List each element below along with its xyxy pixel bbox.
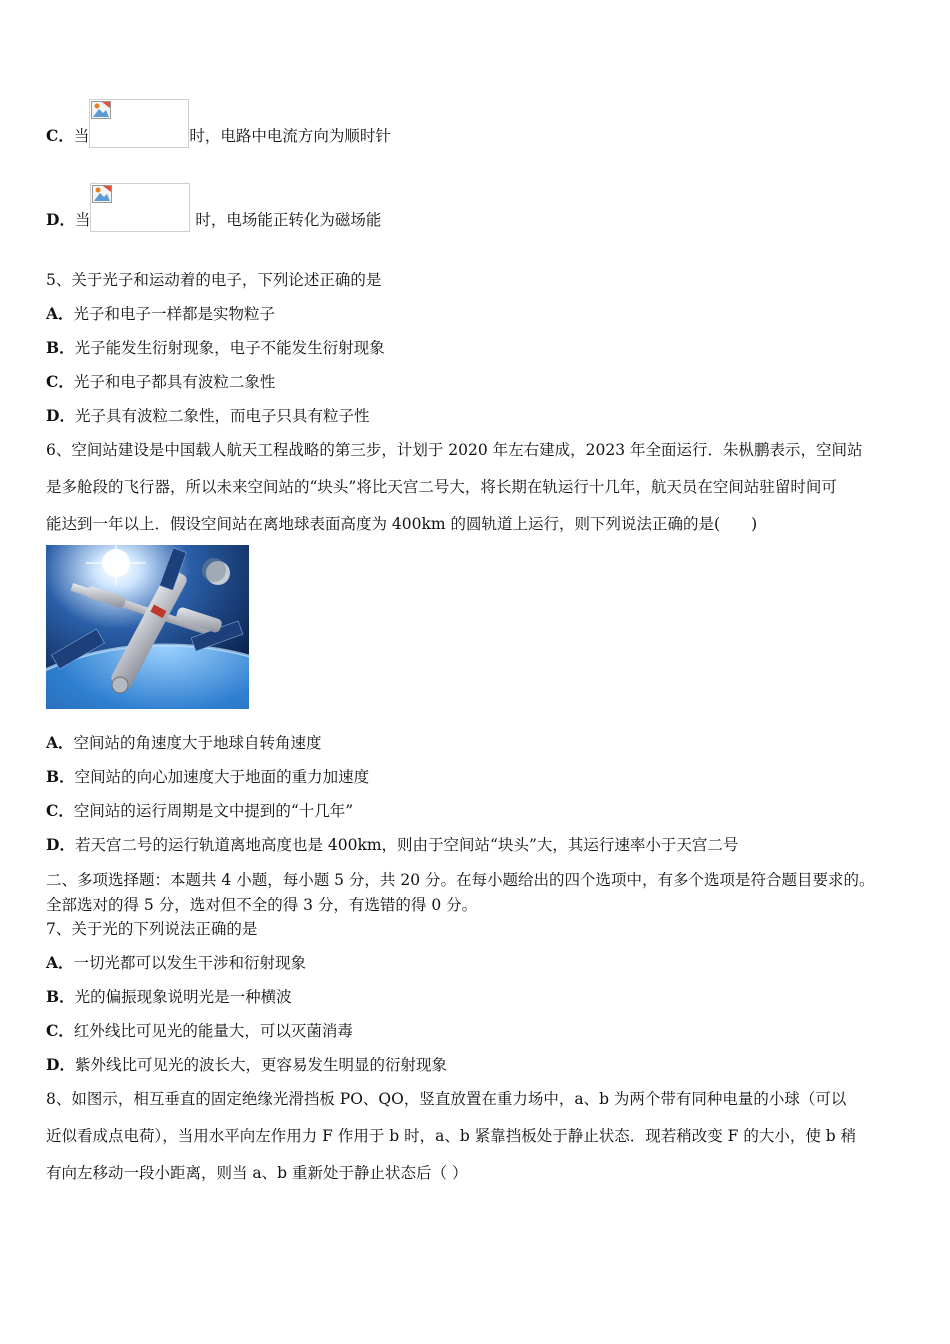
option-label: D． bbox=[46, 406, 75, 425]
q7-option-d bbox=[46, 1055, 447, 1075]
broken-image-icon bbox=[90, 183, 190, 232]
q7-option-b bbox=[46, 987, 292, 1007]
q8-stem-line-1: 8、如图示，相互垂直的固定绝缘光滑挡板 PO、QO，竖直放置在重力场中，a、b 为两个带有同种电量的小球（可以 bbox=[46, 1090, 847, 1108]
option-label: C． bbox=[46, 126, 74, 145]
q4-option-c bbox=[46, 126, 391, 148]
option-text: 若天宫二号的运行轨道离地高度也是 400km，则由于空间站“块头”大，其运行速率小于天宫二号 bbox=[74, 836, 739, 854]
option-label: C． bbox=[46, 372, 74, 391]
option-label: C． bbox=[46, 1021, 74, 1040]
option-text: 光子具有波粒二象性，而电子只具有粒子性 bbox=[74, 407, 370, 425]
option-pre: 当 bbox=[73, 127, 90, 145]
q5-option-b bbox=[46, 338, 385, 358]
space-station-image bbox=[46, 545, 249, 709]
option-label: D． bbox=[46, 210, 75, 229]
option-label: D． bbox=[46, 835, 75, 854]
option-label: B． bbox=[46, 338, 75, 357]
q5-option-a bbox=[46, 304, 275, 324]
option-text: 光子能发生衍射现象，电子不能发生衍射现象 bbox=[74, 339, 385, 357]
option-text: 空间站的运行周期是文中提到的“十几年” bbox=[73, 802, 354, 820]
option-label: A． bbox=[46, 733, 74, 752]
q6-option-d bbox=[46, 835, 738, 855]
option-post: 时，电场能正转化为磁场能 bbox=[190, 211, 382, 229]
section-2-scoring: 全部选对的得 5 分，选对但不全的得 3 分，有选错的得 0 分。 bbox=[46, 896, 478, 914]
q6-option-b bbox=[46, 767, 369, 787]
option-pre: 当 bbox=[74, 211, 91, 229]
broken-image-icon bbox=[89, 99, 189, 148]
q7-option-a bbox=[46, 953, 306, 973]
section-2-heading: 二、多项选择题：本题共 4 小题，每小题 5 分，共 20 分。在每小题给出的四个选项中，有多个选项是符合题目要求的。 bbox=[46, 871, 875, 889]
q6-stem-line-3: 能达到一年以上．假设空间站在离地球表面高度为 400km 的圆轨道上运行，则下列说法正确的是( ) bbox=[46, 515, 758, 533]
q8-stem-line-2: 近似看成点电荷），当用水平向左作用力 F 作用于 b 时，a、b 紧靠挡板处于静止状态．现若稍改变 F 的大小，使 b 稍 bbox=[46, 1127, 857, 1145]
option-post: 时，电路中电流方向为顺时针 bbox=[189, 127, 391, 145]
q7-stem: 7、关于光的下列说法正确的是 bbox=[46, 920, 258, 938]
q5-option-c bbox=[46, 372, 275, 392]
option-label: B． bbox=[46, 767, 75, 786]
q6-stem-line-1: 6、空间站建设是中国载人航天工程战略的第三步，计划于 2020 年左右建成，2023 年全面运行．朱枞鹏表示，空间站 bbox=[46, 441, 863, 459]
option-label: C． bbox=[46, 801, 74, 820]
q6-option-c bbox=[46, 801, 353, 821]
q6-stem-line-2: 是多舱段的飞行器，所以未来空间站的“块头”将比天宫二号大，将长期在轨运行十几年，航天员在空间站驻留时间可 bbox=[46, 478, 837, 496]
option-text: 紫外线比可见光的波长大，更容易发生明显的衍射现象 bbox=[74, 1056, 447, 1074]
option-text: 光的偏振现象说明光是一种横波 bbox=[74, 988, 292, 1006]
q8-stem-line-3: 有向左移动一段小距离，则当 a、b 重新处于静止状态后（ ） bbox=[46, 1164, 468, 1182]
option-text: 空间站的向心加速度大于地面的重力加速度 bbox=[74, 768, 370, 786]
q6-option-a bbox=[46, 733, 322, 753]
q4-option-d bbox=[46, 210, 381, 232]
option-text: 光子和电子一样都是实物粒子 bbox=[73, 305, 276, 323]
q5-stem: 5、关于光子和运动着的电子，下列论述正确的是 bbox=[46, 271, 382, 289]
option-label: B． bbox=[46, 987, 75, 1006]
option-label: D． bbox=[46, 1055, 75, 1074]
q7-option-c bbox=[46, 1021, 353, 1041]
option-text: 一切光都可以发生干涉和衍射现象 bbox=[73, 954, 307, 972]
option-label: A． bbox=[46, 304, 74, 323]
option-text: 光子和电子都具有波粒二象性 bbox=[73, 373, 276, 391]
option-label: A． bbox=[46, 953, 74, 972]
option-text: 红外线比可见光的能量大，可以灭菌消毒 bbox=[73, 1022, 353, 1040]
option-text: 空间站的角速度大于地球自转角速度 bbox=[73, 734, 322, 752]
q5-option-d bbox=[46, 406, 369, 426]
